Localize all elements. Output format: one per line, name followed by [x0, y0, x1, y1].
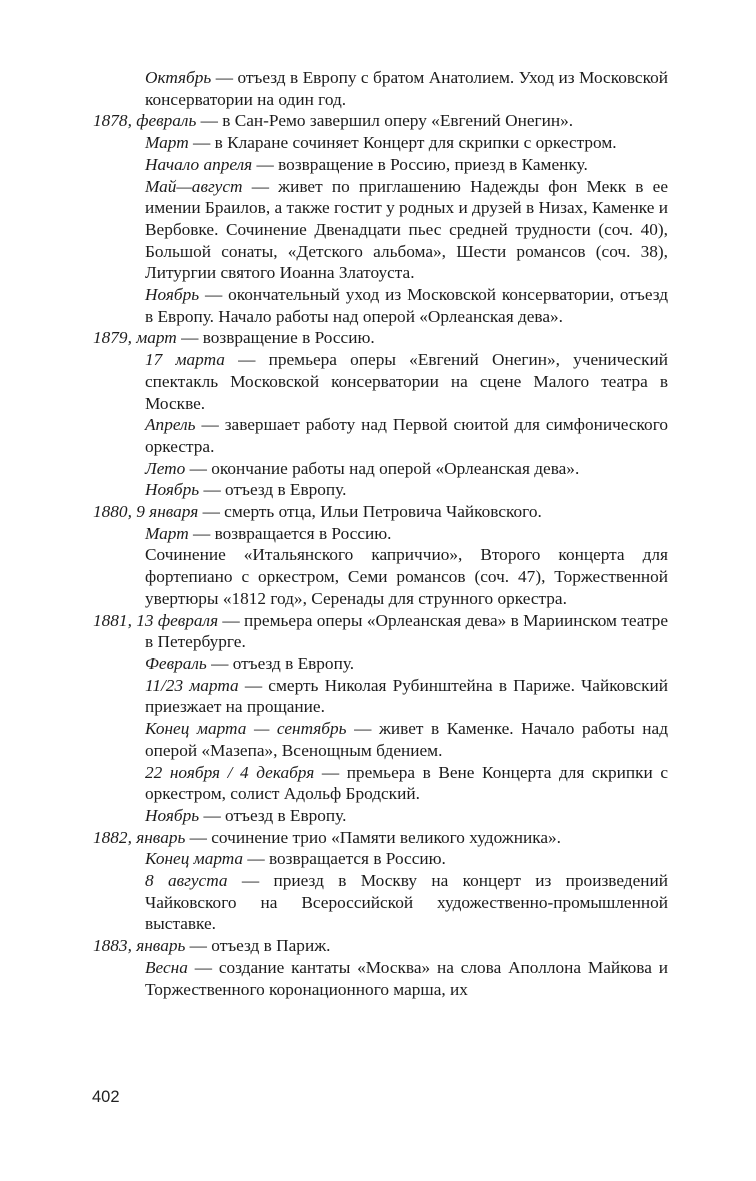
page-number: 402 — [92, 1088, 120, 1106]
entry-date: 8 августа — [145, 871, 228, 891]
entry-date: Начало апреля — [145, 154, 253, 174]
chronology-entry: 1879, март — возвращение в Россию. — [93, 328, 375, 348]
entry-text: премьера оперы «Евгений Онегин», ученический спектакль Московской консерватории на сцене Малого театра в Москве. — [145, 350, 668, 413]
entry-date: Ноябрь — [145, 805, 200, 825]
chronology-entry: Май—август — живет по приглашению Надежды фон Мекк в ее имении Браилов, а также гостит у родных и друзей в Низах, Каменке и Вербовке. Сочинение Двенадцати пьес средней трудности (соч. 40), Большой сонаты, «Детского альбома», Шести романсов (соч. 38), Литургии святого Иоанна Златоуста. — [145, 176, 668, 283]
chronology-entry: 8 августа — приезд в Москву на концерт из произведений Чайковского на Всероссийской художественно-промышленной выставке. — [145, 871, 668, 934]
entry-text: сочинение трио «Памяти великого художника». — [211, 827, 561, 847]
chronology-entry: Март — в Кларане сочиняет Концерт для скрипки с оркестром. — [145, 133, 617, 153]
chronology-entry: Ноябрь — окончательный уход из Московской консерватории, отъезд в Европу. Начало работы над оперой «Орлеанская дева». — [145, 285, 669, 326]
entry-date: 1878, февраль — [93, 111, 197, 131]
entry-date: Февраль — [145, 653, 207, 673]
entry-date: Конец марта — [145, 849, 244, 869]
entry-text: завершает работу над Первой сюитой для симфонического оркестра. — [145, 415, 668, 456]
entry-date: Май—август — [145, 176, 243, 196]
chronology-entry: 1882, январь — сочинение трио «Памяти великого художника». — [93, 827, 561, 847]
chronology-entry: 1878, февраль — в Сан-Ремо завершил оперу «Евгений Онегин». — [93, 111, 574, 131]
entry-date: Апрель — [145, 415, 196, 435]
entry-text: отъезд в Париж. — [211, 936, 331, 956]
entry-text: приезд в Москву на концерт из произведений Чайковского на Всероссийской художественно-промышленной выставке. — [145, 871, 668, 934]
entry-text: создание кантаты «Москва» на слова Аполлона Майкова и Торжественного коронационного марша, их — [145, 957, 668, 999]
entry-date: 1882, январь — [93, 827, 186, 847]
entry-date: 22 ноября / 4 декабря — [145, 762, 315, 782]
entry-text: окончательный уход из Московской консерватории, отъезд в Европу. Начало работы над оперой «Орлеанская дева». — [145, 285, 669, 326]
entry-text: смерть отца, Ильи Петровича Чайковского. — [224, 502, 542, 522]
entry-text: в Сан-Ремо завершил оперу «Евгений Онегин». — [222, 111, 574, 131]
entry-date: Ноябрь — [145, 480, 200, 500]
entry-date: 1880, 9 января — [93, 502, 199, 522]
entry-date: Октябрь — [145, 68, 212, 87]
chronology-entry: Март — возвращается в Россию. — [145, 523, 392, 543]
entry-text: смерть Николая Рубинштейна в Париже. Чайковский приезжает на прощание. — [145, 675, 668, 717]
chronology-entry: 22 ноября / 4 декабря — премьера в Вене Концерта для скрипки с оркестром, солист Адольф Бродский. — [145, 762, 668, 804]
chronology-entry: Конец марта — сентябрь — живет в Каменке. Начало работы над оперой «Мазепа», Всенощным бдением. — [145, 719, 668, 760]
entry-text: живет по приглашению Надежды фон Мекк в ее имении Браилов, а также гостит у родных и друзей в Низах, Каменке и Вербовке. Сочинение Двенадцати пьес средней трудности (соч. 40), Большой сонаты, «Детского альбома», Шести романсов (соч. 38), Литургии святого Иоанна Златоуста. — [145, 176, 668, 283]
entry-text: премьера в Вене Концерта для скрипки с оркестром, солист Адольф Бродский. — [145, 762, 668, 804]
chronology-entry: Ноябрь — отъезд в Европу. — [145, 805, 347, 825]
entry-text: возвращение в Россию. — [202, 328, 375, 348]
entry-text: Сочинение «Итальянского каприччио», Второго концерта для фортепиано с оркестром, Семи романсов (соч. 47), Торжественной увертюры «1812 год», Серенады для струнного оркестра. — [145, 545, 668, 608]
chronology-text-block — [93, 67, 668, 1000]
chronology-entry: Лето — окончание работы над оперой «Орлеанская дева». — [145, 458, 580, 478]
entry-text: возвращается в Россию. — [214, 523, 392, 543]
entry-date: Ноябрь — [145, 285, 200, 305]
entry-date: 1883, январь — [93, 936, 186, 956]
entry-date: Лето — [145, 458, 186, 478]
entry-date: 1881, 13 февраля — [93, 610, 219, 630]
chronology-entry: 17 марта — премьера оперы «Евгений Онегин», ученический спектакль Московской консерватории на сцене Малого театра в Москве. — [145, 350, 668, 413]
chronology-entry: 1881, 13 февраля — премьера оперы «Орлеанская дева» в Мариинском театре в Петербурге. — [93, 610, 668, 652]
entry-date: 1879, март — [93, 328, 177, 348]
chronology-entry: Конец марта — возвращается в Россию. — [145, 849, 446, 869]
entry-text: окончание работы над оперой «Орлеанская дева». — [211, 458, 580, 478]
chronology-entry: Весна — создание кантаты «Москва» на слова Аполлона Майкова и Торжественного коронационного марша, их — [145, 957, 668, 999]
entry-date: Март — [145, 133, 189, 153]
entry-text: отъезд в Европу. — [225, 805, 347, 825]
entry-text: возвращается в Россию. — [269, 849, 446, 869]
entry-date: Март — [145, 523, 189, 543]
entry-date: 17 марта — [145, 350, 225, 370]
entry-text: премьера оперы «Орлеанская дева» в Мариинском театре в Петербурге. — [145, 610, 668, 652]
chronology-entry: Апрель — завершает работу над Первой сюитой для симфонического оркестра. — [145, 415, 668, 456]
entry-text: отъезд в Европу. — [225, 480, 347, 500]
chronology-entry: Начало апреля — возвращение в Россию, приезд в Каменку. — [145, 154, 588, 174]
entry-date: Весна — [145, 957, 188, 977]
chronology-entry: Февраль — отъезд в Европу. — [145, 653, 355, 673]
chronology-entry: Ноябрь — отъезд в Европу. — [145, 480, 347, 500]
chronology-entry — [93, 544, 668, 609]
entry-text: живет в Каменке. Начало работы над оперой «Мазепа», Всенощным бдением. — [145, 719, 668, 760]
chronology-entry: Октябрь — отъезд в Европу с братом Анатолием. Уход из Московской консерватории на один год. — [145, 68, 669, 109]
chronology-entry: 1880, 9 января — смерть отца, Ильи Петровича Чайковского. — [93, 502, 542, 522]
chronology-entry: 1883, январь — отъезд в Париж. — [93, 936, 331, 956]
entry-text: отъезд в Европу с братом Анатолием. Уход из Московской консерватории на один год. — [145, 68, 669, 109]
entry-date: 11/23 марта — [145, 675, 239, 695]
chronology-entry: 11/23 марта — смерть Николая Рубинштейна в Париже. Чайковский приезжает на прощание. — [145, 675, 668, 717]
entry-text: возвращение в Россию, приезд в Каменку. — [278, 154, 588, 174]
entry-text: в Кларане сочиняет Концерт для скрипки с оркестром. — [214, 133, 617, 153]
entry-date: Конец марта — сентябрь — [145, 719, 347, 739]
entry-text: отъезд в Европу. — [232, 653, 355, 673]
